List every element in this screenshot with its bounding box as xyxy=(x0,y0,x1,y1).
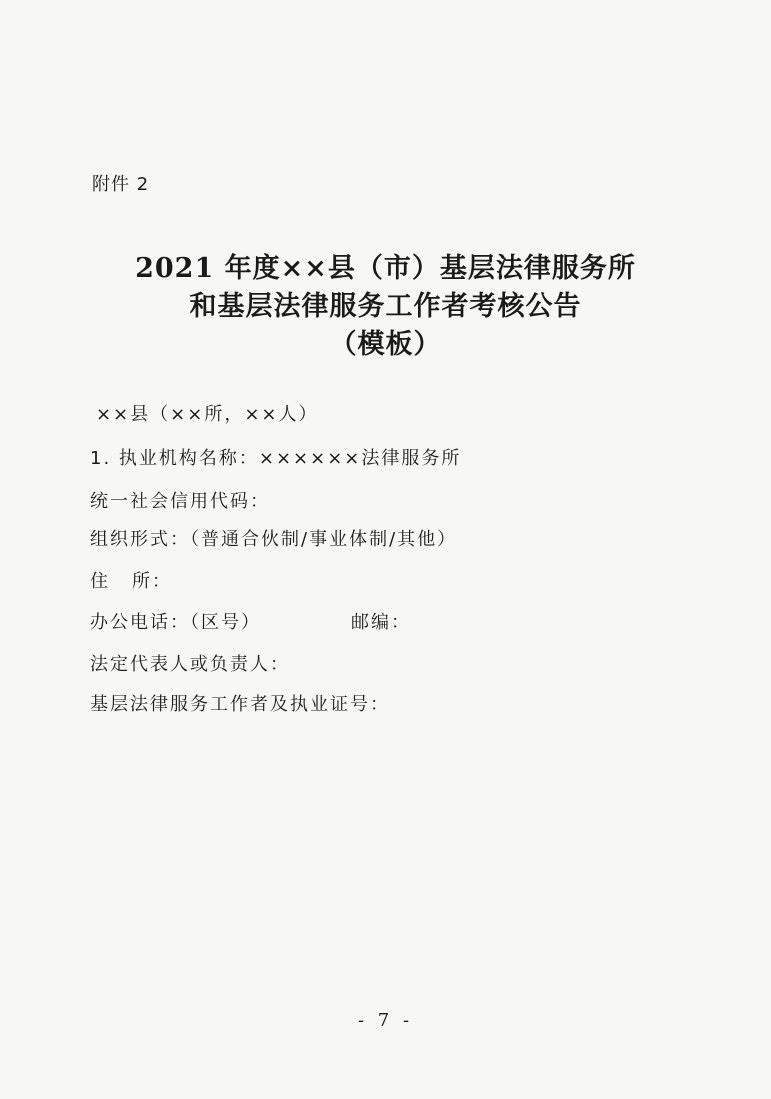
address-label-a: 住 xyxy=(90,571,110,592)
postcode-label: 邮编： xyxy=(351,612,411,633)
county-line: ××县（××所，××人） xyxy=(96,404,319,425)
representative-line: 法定代表人或负责人： xyxy=(90,654,290,675)
title-line-1: 2021 年度××县（市）基层法律服务所 xyxy=(135,253,636,284)
address-label-b: 所： xyxy=(132,571,172,592)
org-form-line: 组织形式：（普通合伙制/事业体制/其他） xyxy=(90,529,458,550)
phone-postcode-line xyxy=(90,608,411,634)
credit-code-line: 统一社会信用代码： xyxy=(90,491,270,512)
page-number: - 7 - xyxy=(357,1010,414,1031)
title-line-2: 和基层法律服务工作者考核公告 xyxy=(189,291,582,322)
title-line-3: （模板） xyxy=(329,329,442,360)
address-line xyxy=(90,567,172,593)
workers-line: 基层法律服务工作者及执业证号： xyxy=(90,694,390,715)
org-name-line: 1. 执业机构名称：××××××法律服务所 xyxy=(90,448,462,469)
phone-label: 办公电话：（区号） xyxy=(90,612,261,633)
attachment-label: 附件 2 xyxy=(92,174,150,195)
